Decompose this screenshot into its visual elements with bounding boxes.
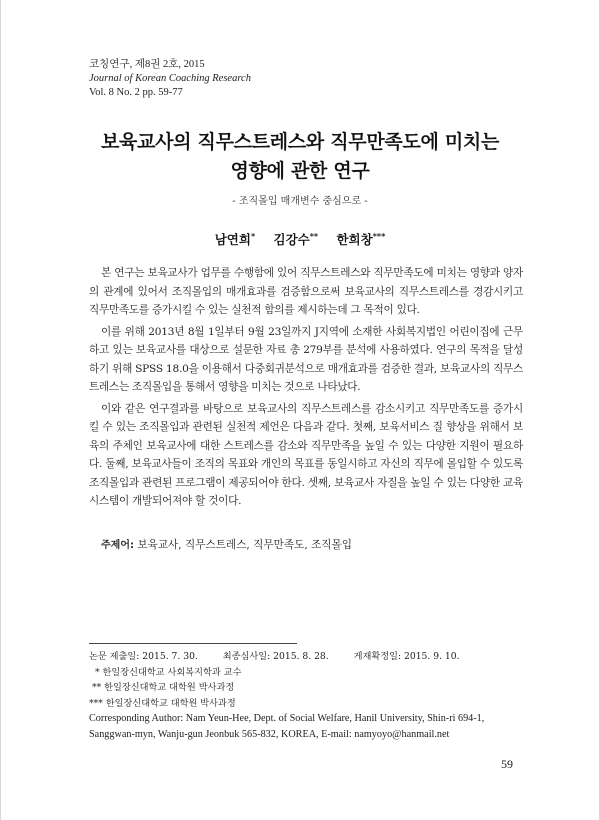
affiliation-1: * 한일장신대학교 사회복지학과 교수	[95, 666, 242, 678]
corresponding-author: Corresponding Author: Nam Yeun-Hee, Dept. of Social Welfare, Hanil University, Shin-ri 694-1, Sanggwan-myn, Wanju-gun Jeonbuk 565-832, KOREA, E-mail: namyoyo@hanmail.net	[89, 713, 485, 740]
abstract-paragraph-2: 이를 위해 2013년 8월 1일부터 9월 23일까지 J지역에 소재한 사회복지법인 어린이집에 근무하고 있는 보육교사를 대상으로 설문한 자료 총 279부를 분석에 사용하였다. 연구의 목적을 달성하기 위해 SPSS 18.0을 이용해서 다중회귀분석으로 매개효과를 검증한 결과, 보육교사의 직무스트레스는 조직몰입을 통해서 영향을 미치는 것으로 나타났다.	[89, 325, 524, 393]
journal-english: Journal of Korean Coaching Research	[89, 73, 251, 84]
keywords	[101, 536, 352, 552]
submitted-date: 논문 제출일: 2015. 7. 30.	[89, 651, 198, 662]
journal-korean: 코칭연구, 제8권 2호, 2015	[89, 59, 205, 70]
abstract-paragraph-1: 본 연구는 보육교사가 업무를 수행함에 있어 직무스트레스와 직무만족도에 미치는 영향과 양자의 관계에 있어서 조직몰입의 매개효과를 검증함으로써 보육교사의 직무스트레스를 경감시키고 직무만족도를 증가시킬 수 있는 실천적 함의를 제시하는데 그 목적이 있다.	[89, 267, 523, 316]
paper-subtitle: - 조직몰입 매개변수 중심으로 -	[232, 196, 368, 207]
footnote-divider	[89, 643, 297, 644]
affiliation-2: ** 한일장신대학교 대학원 박사과정	[92, 682, 235, 694]
keywords-terms: 보육교사, 직무스트레스, 직무만족도, 조직몰입	[137, 539, 353, 551]
paper-title	[1, 128, 599, 186]
affiliation-3: *** 한일장신대학교 대학원 박사과정	[89, 697, 236, 709]
title-line-1: 보육교사의 직무스트레스와 직무만족도에 미치는	[100, 131, 500, 153]
accepted-date: 게재확정일: 2015. 9. 10.	[353, 651, 460, 662]
page-number: 59	[501, 757, 513, 771]
title-line-2: 영향에 관한 연구	[230, 160, 370, 182]
footnotes	[89, 649, 523, 743]
abstract-paragraph-3: 이와 같은 연구결과를 바탕으로 보육교사의 직무스트레스를 감소시키고 직무만족도를 증가시킬 수 있는 조직몰입과 관련된 실천적 제언은 다음과 같다. 첫째, 보육서비스 질 향상을 위해서 보육의 주체인 보육교사에 대한 스트레스를 감소와 직무만족을 높일 수 있는 다양한 지원이 필요하다. 둘째, 보육교사들이 조직의 목표와 개인의 목표를 동일시하고 자신의 직무에 몰입할 수 있도록 조직몰입과 관련된 프로그램이 제공되어야 한다. 셋째, 보육교사 자질을 높일 수 있는 다양한 교육시스템이 개발되어져야 할 것이다.	[89, 402, 523, 507]
volume-pages: Vol. 8 No. 2 pp. 59-77	[89, 87, 183, 98]
journal-header	[89, 58, 251, 100]
author-1: 남연희*	[214, 230, 256, 247]
author-2: 김강수**	[273, 230, 319, 247]
keywords-label: 주제어:	[101, 540, 134, 551]
reviewed-date: 최종심사일: 2015. 8. 28.	[222, 651, 329, 662]
submission-dates	[89, 649, 523, 665]
author-list	[1, 230, 599, 248]
abstract	[89, 264, 523, 514]
author-3: 한희창***	[336, 230, 386, 247]
